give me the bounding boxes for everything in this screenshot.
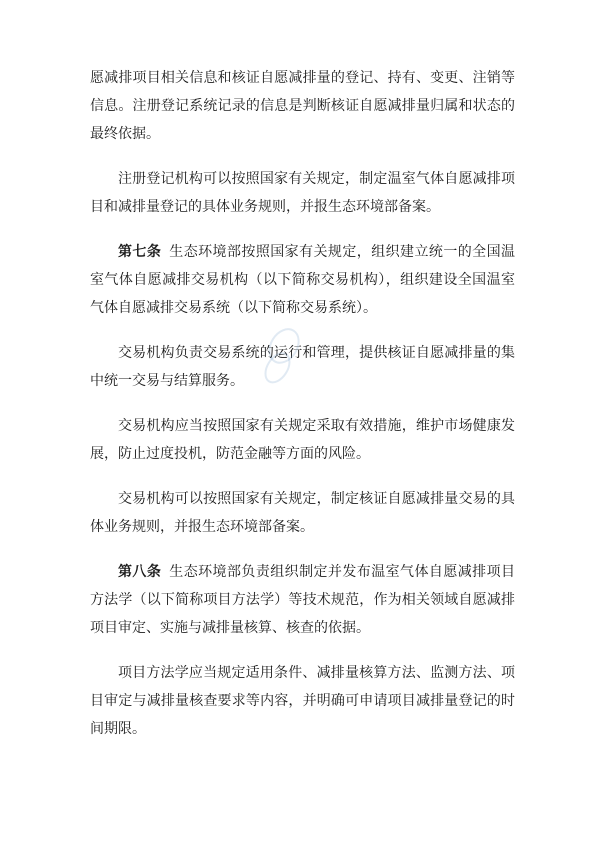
paragraph: 注册登记机构可以按照国家有关规定，制定温室气体自愿减排项目和减排量登记的具体业务规则，并报生态环境部备案。 [90,171,515,215]
article-paragraph: 第八条 生态环境部负责组织制定并发布温室气体自愿减排项目方法学（以下简称项目方法学）等技术规范，作为相关领域自愿减排项目审定、实施与减排量核算、核查的依据。 [90,564,516,636]
article-paragraph: 第七条 生态环境部按照国家有关规定，组织建立统一的全国温室气体自愿减排交易机构（以下简称交易机构），组织建设全国温室气体自愿减排交易系统（以下简称交易系统）。 [90,244,516,316]
article-heading: 第八条 [118,564,162,580]
paragraph: 愿减排项目相关信息和核证自愿减排量的登记、持有、变更、注销等信息。注册登记系统记录的信息是判断核证自愿减排量归属和状态的最终依据。 [90,70,515,142]
paragraph: 交易机构可以按照国家有关规定，制定核证自愿减排量交易的具体业务规则，并报生态环境部备案。 [90,491,515,535]
paragraph: 项目方法学应当规定适用条件、减排量核算方法、监测方法、项目审定与减排量核查要求等内容，并明确可申请项目减排量登记的时间期限。 [90,665,515,737]
paragraph: 交易机构负责交易系统的运行和管理，提供核证自愿减排量的集中统一交易与结算服务。 [90,345,515,389]
paragraph: 交易机构应当按照国家有关规定采取有效措施，维护市场健康发展，防止过度投机，防范金融等方面的风险。 [90,418,515,462]
article-heading: 第七条 [118,244,162,260]
document-body [90,64,515,760]
